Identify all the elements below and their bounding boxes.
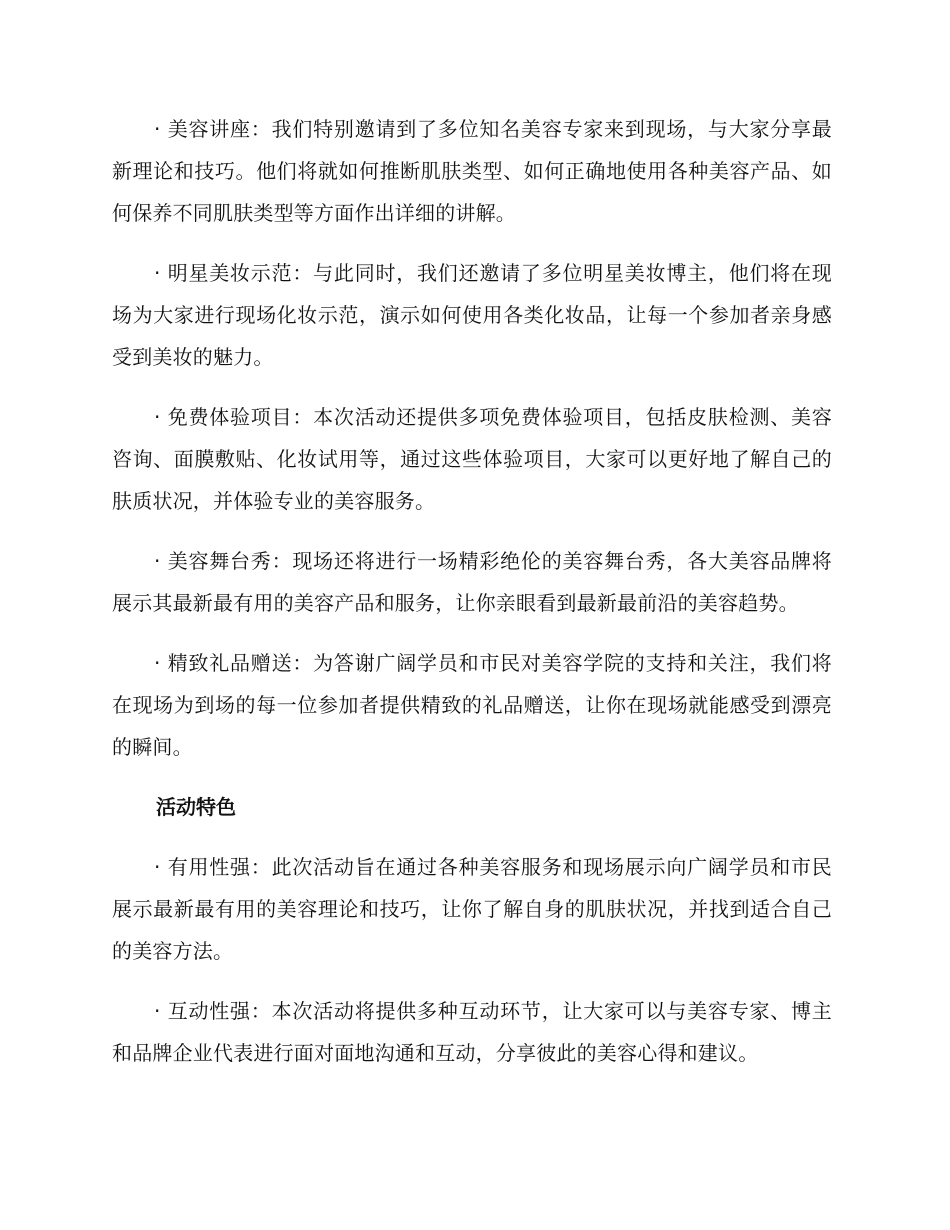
- paragraph-practicality: · 有用性强：此次活动旨在通过各种美容服务和现场展示向广阔学员和市民展示最新最有用的美容理论和技巧，让你了解自身的肌肤状况，并找到适合自己的美容方法。: [112, 855, 832, 963]
- paragraph-beauty-lecture: · 美容讲座：我们特别邀请到了多位知名美容专家来到现场，与大家分享最新理论和技巧。他们将就如何推断肌肤类型、如何正确地使用各种美容产品、如何保养不同肌肤类型等方面作出详细的讲解。: [112, 117, 832, 225]
- paragraph-free-experience: · 免费体验项目：本次活动还提供多项免费体验项目，包括皮肤检测、美容咨询、面膜敷贴、化妆试用等，通过这些体验项目，大家可以更好地了解自己的肤质状况，并体验专业的美容服务。: [112, 405, 832, 513]
- paragraph-celebrity-makeup-demo: · 明星美妆示范：与此同时，我们还邀请了多位明星美妆博主，他们将在现场为大家进行现场化妆示范，演示如何使用各类化妆品，让每一个参加者亲身感受到美妆的魅力。: [112, 261, 832, 369]
- paragraph-gift-giveaway: · 精致礼品赠送：为答谢广阔学员和市民对美容学院的支持和关注，我们将在现场为到场的每一位参加者提供精致的礼品赠送，让你在现场就能感受到漂亮的瞬间。: [112, 651, 832, 759]
- paragraph-beauty-stage-show: · 美容舞台秀：现场还将进行一场精彩绝伦的美容舞台秀，各大美容品牌将展示其最新最有用的美容产品和服务，让你亲眼看到最新最前沿的美容趋势。: [112, 549, 832, 615]
- document-page: [112, 108, 832, 1092]
- section-heading: 活动特色: [156, 795, 236, 819]
- paragraph-interactivity: · 互动性强：本次活动将提供多种互动环节，让大家可以与美容专家、博主和品牌企业代表进行面对面地沟通和互动，分享彼此的美容心得和建议。: [112, 999, 832, 1065]
